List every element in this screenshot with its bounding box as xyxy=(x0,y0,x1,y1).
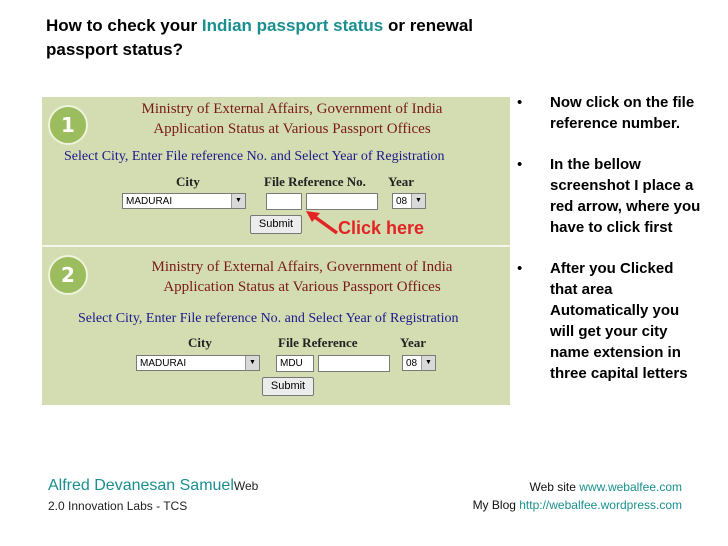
city-label-1: City xyxy=(176,174,200,189)
bullet-item xyxy=(511,92,701,134)
city-value-2: MADURAI xyxy=(140,358,187,369)
bullet-item xyxy=(511,154,701,238)
ministry-heading-2 xyxy=(102,257,502,297)
website-label: Web site xyxy=(529,480,580,494)
bullet-item xyxy=(511,258,701,384)
ministry-heading-1 xyxy=(92,99,492,139)
title-prefix: How to check your xyxy=(46,16,202,35)
bullet-text: In the bellow screenshot I place a red arrow, where you have to click first xyxy=(550,156,701,236)
title-highlight: Indian passport status xyxy=(201,16,384,35)
ministry-line-1: Ministry of External Affairs, Government of India xyxy=(141,101,443,117)
author-org-part1: Web xyxy=(233,479,259,493)
year-select-2[interactable] xyxy=(402,355,436,371)
blog-label: My Blog xyxy=(472,498,520,512)
author-org-part2: 2.0 Innovation Labs - TCS xyxy=(48,499,188,513)
city-select-2[interactable] xyxy=(136,355,260,371)
file-ref-label-2: File Reference xyxy=(278,335,358,350)
year-value-2: 08 xyxy=(406,358,418,369)
file-ref-input-1[interactable] xyxy=(266,193,302,210)
submit-button-1[interactable]: Submit xyxy=(250,215,302,234)
title-suffix: or renewal passport status? xyxy=(46,16,474,59)
ministry-line-2: Application Status at Various Passport Offices xyxy=(153,121,431,137)
slide-title xyxy=(46,14,506,62)
bullet-text: After you Clicked that area Automatically you will get your city name extension in three capital letters xyxy=(550,260,688,382)
step-2-panel xyxy=(42,247,510,405)
ministry-line-2: Application Status at Various Passport Offices xyxy=(163,279,441,295)
bullet-dot-icon: • xyxy=(517,260,523,277)
year-select-1[interactable] xyxy=(392,193,426,209)
red-arrow-icon xyxy=(304,209,340,237)
instruction-text-2: Select City, Enter File reference No. and Select Year of Registration xyxy=(78,311,459,326)
submit-button-2[interactable]: Submit xyxy=(262,377,314,396)
file-ref-label-1: File Reference No. xyxy=(264,174,366,189)
ministry-line-1: Ministry of External Affairs, Government of India xyxy=(151,259,453,275)
instruction-text-1: Select City, Enter File reference No. and Select Year of Registration xyxy=(64,149,445,164)
bullet-text: Now click on the file reference number. xyxy=(550,94,695,132)
bullet-dot-icon: • xyxy=(517,156,523,173)
bullet-list xyxy=(511,92,701,404)
passport-status-screenshot xyxy=(42,97,510,405)
blog-link[interactable]: http://webalfee.wordpress.com xyxy=(519,498,682,512)
dropdown-arrow-icon: ▼ xyxy=(231,194,245,208)
year-label-1: Year xyxy=(388,174,414,189)
bullet-dot-icon: • xyxy=(517,94,523,111)
file-ref-input-2[interactable]: MDU xyxy=(276,355,314,372)
step-1-panel xyxy=(42,97,510,245)
website-link[interactable]: www.webalfee.com xyxy=(579,480,682,494)
click-here-label: Click here xyxy=(338,218,425,238)
dropdown-arrow-icon: ▼ xyxy=(421,356,435,370)
year-value-1: 08 xyxy=(396,196,408,207)
city-select-1[interactable] xyxy=(122,193,246,209)
author-name: Alfred Devanesan Samuel xyxy=(48,477,234,494)
site-links xyxy=(342,478,682,514)
step-1-badge: 1 xyxy=(48,105,88,145)
author-credit xyxy=(48,476,368,516)
file-number-input-2[interactable] xyxy=(318,355,390,372)
city-label-2: City xyxy=(188,335,212,350)
dropdown-arrow-icon: ▼ xyxy=(411,194,425,208)
dropdown-arrow-icon: ▼ xyxy=(245,356,259,370)
year-label-2: Year xyxy=(400,335,426,350)
file-number-input-1[interactable] xyxy=(306,193,378,210)
step-2-badge: 2 xyxy=(48,255,88,295)
city-value-1: MADURAI xyxy=(126,196,173,207)
